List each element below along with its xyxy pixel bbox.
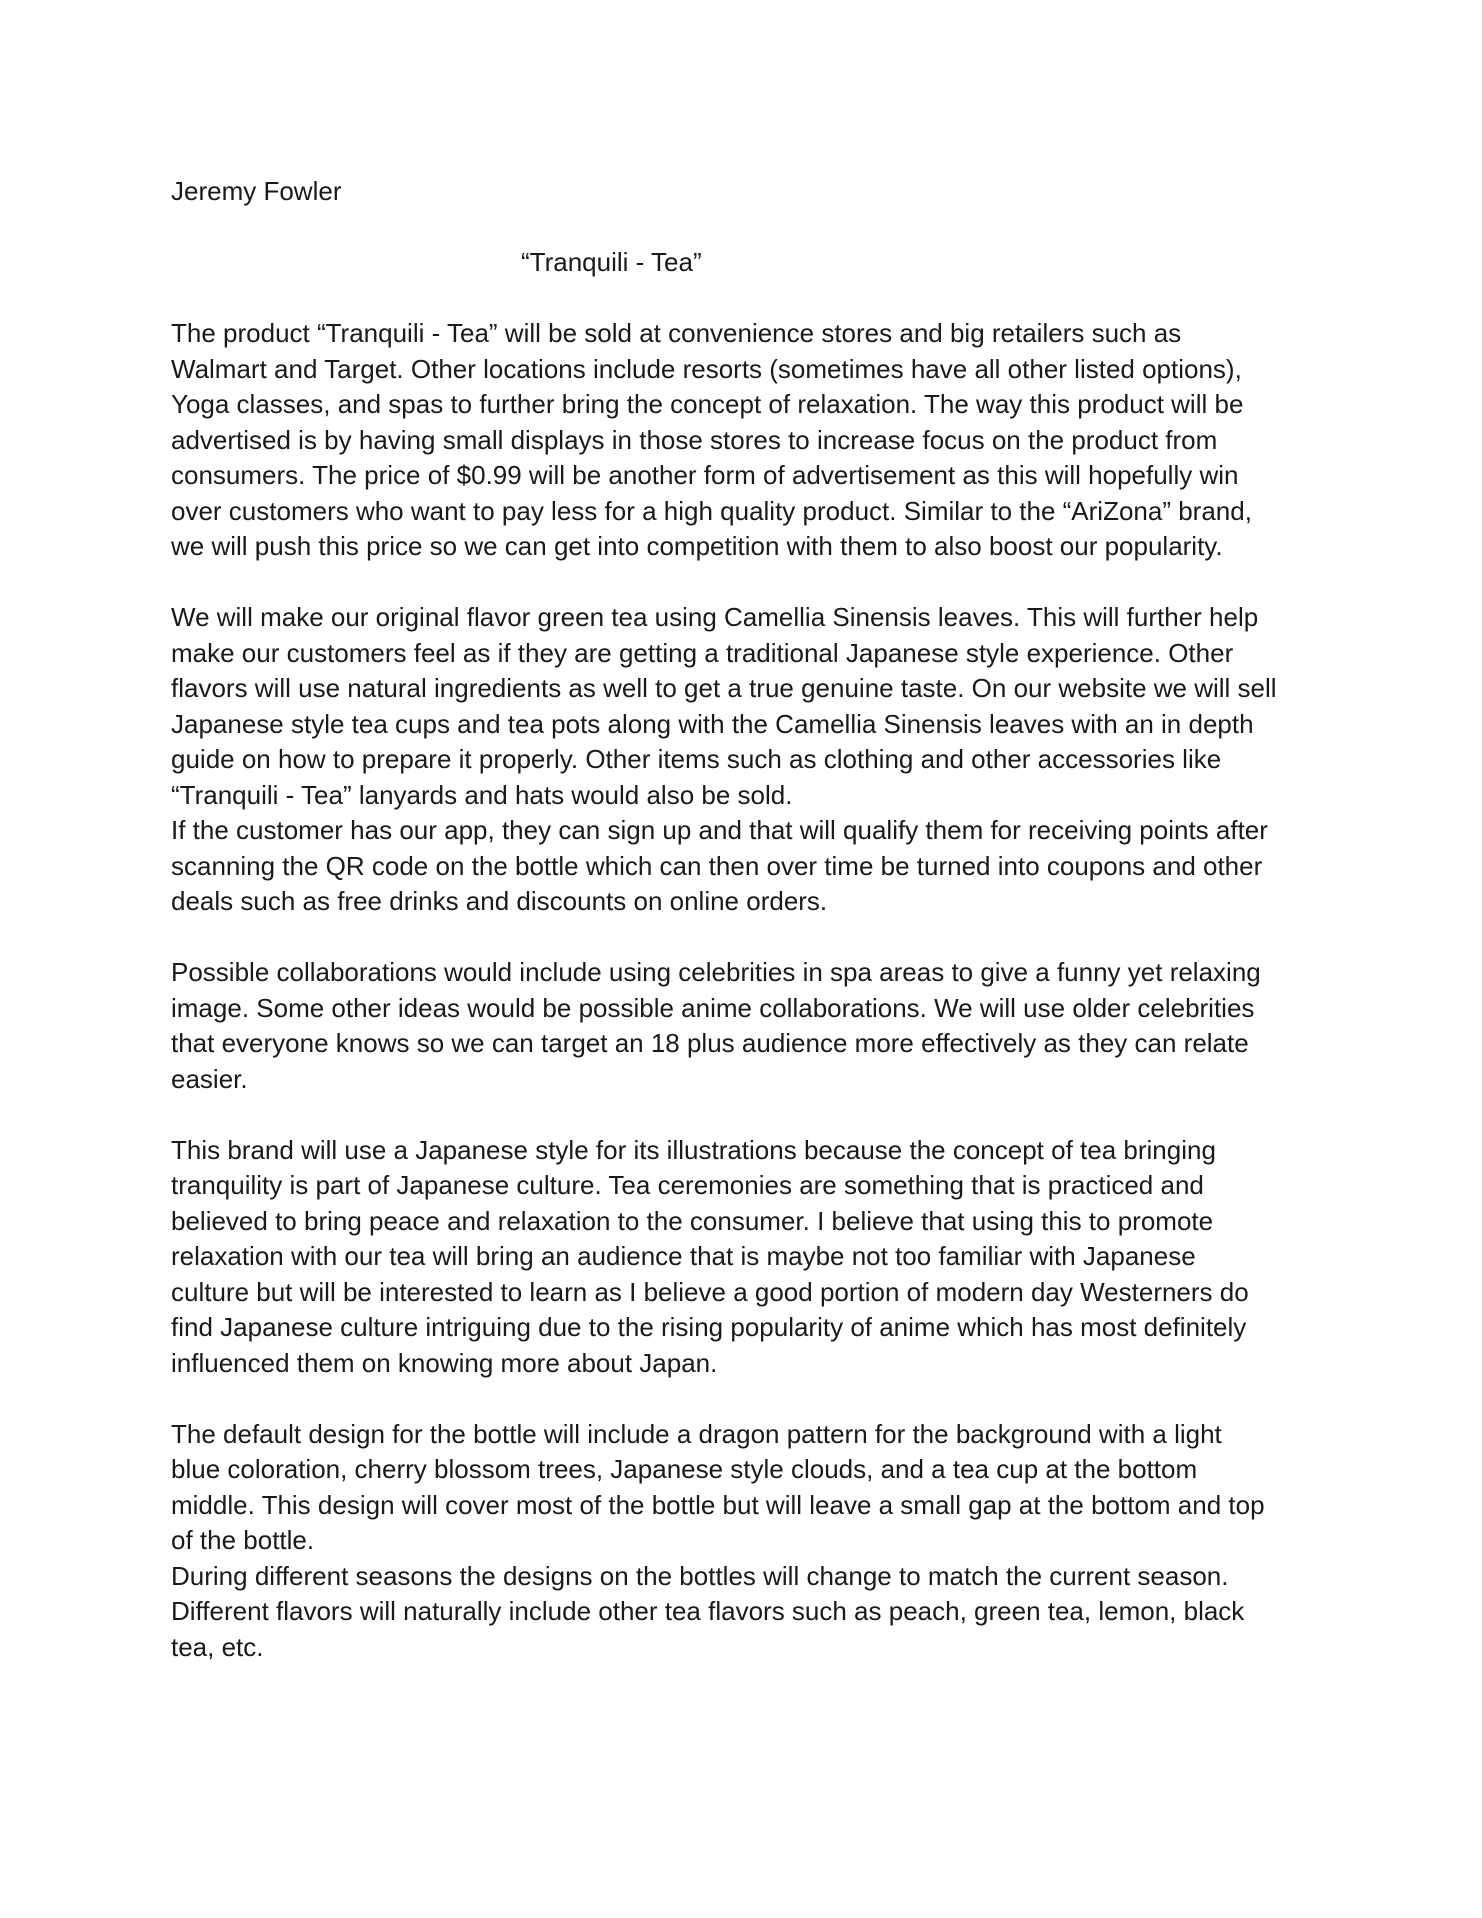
document-title: “Tranquili - Tea” [521,247,702,277]
author-name: Jeremy Fowler [171,176,342,206]
text-line: Walmart and Target. Other locations include resorts (sometimes have all other listed options), [171,353,1242,384]
text-line: tea, etc. [171,1631,264,1662]
text-line: make our customers feel as if they are getting a traditional Japanese style experience. Other [171,637,1234,668]
text-line: culture but will be interested to learn as I believe a good portion of modern day Westerners do [171,1276,1249,1307]
text-line: tranquility is part of Japanese culture. Tea ceremonies are something that is practiced and [171,1170,1204,1200]
text-line: image. Some other ideas would be possible anime collaborations. We will use older celebrities [171,992,1255,1023]
text-line: The product “Tranquili - Tea” will be sold at convenience stores and big retailers such as [171,318,1182,348]
paragraph-bottle-design [171,1417,1321,1559]
text-line: of the bottle. [171,1525,315,1555]
text-line: deals such as free drinks and discounts on online orders. [171,886,828,916]
text-line: We will make our original flavor green tea using Camellia Sinensis leaves. This will further help [171,602,1259,632]
text-line: over customers who want to pay less for a high quality product. Similar to the “AriZona” brand, [171,495,1252,526]
paragraph-product [171,600,1321,813]
text-line: guide on how to prepare it properly. Other items such as clothing and other accessories like [171,744,1222,774]
text-line: Different flavors will naturally include other tea flavors such as peach, green tea, lemon, black [171,1596,1245,1626]
text-line: flavors will use natural ingredients as well to get a true genuine taste. On our website we will sell [171,673,1277,703]
text-line: easier. [171,1063,248,1094]
paragraph-app-rewards [171,813,1321,920]
paragraph-collaborations [171,955,1321,1097]
document-body [171,174,1321,1665]
text-line: blue coloration, cherry blossom trees, Japanese style clouds, and a tea cup at the bottom [171,1454,1198,1484]
text-line: During different seasons the designs on the bottles will change to match the current season. [171,1560,1229,1591]
text-line: Japanese style tea cups and tea pots along with the Camellia Sinensis leaves with an in depth [171,708,1254,739]
text-line: consumers. The price of $0.99 will be another form of advertisement as this will hopefully win [171,460,1239,490]
paragraph-seasons [171,1559,1321,1666]
text-line: we will push this price so we can get into competition with them to also boost our popularity. [171,531,1223,561]
text-line: scanning the QR code on the bottle which can then over time be turned into coupons and other [171,850,1263,881]
text-line: Possible collaborations would include using celebrities in spa areas to give a funny yet relaxing [171,957,1261,987]
text-line: influenced them on knowing more about Japan. [171,1347,718,1378]
text-line: This brand will use a Japanese style for its illustrations because the concept of tea bringing [171,1134,1216,1165]
text-line: “Tranquili - Tea” lanyards and hats would also be sold. [171,779,793,810]
text-line: Yoga classes, and spas to further bring the concept of relaxation. The way this product will be [171,389,1244,419]
text-line: find Japanese culture intriguing due to the rising popularity of anime which has most definitely [171,1312,1247,1342]
paragraph-japanese-style [171,1133,1321,1382]
paragraph-distribution [171,316,1321,565]
text-line: middle. This design will cover most of the bottle but will leave a small gap at the bottom and top [171,1489,1265,1520]
text-line: advertised is by having small displays in those stores to increase focus on the product from [171,424,1218,455]
text-line: relaxation with our tea will bring an audience that is maybe not too familiar with Japanese [171,1241,1196,1271]
text-line: believed to bring peace and relaxation to the consumer. I believe that using this to promote [171,1205,1214,1236]
text-line: The default design for the bottle will include a dragon pattern for the background with a light [171,1418,1222,1449]
text-line: If the customer has our app, they can sign up and that will qualify them for receiving points after [171,815,1268,845]
text-line: that everyone knows so we can target an 18 plus audience more effectively as they can relate [171,1028,1249,1058]
